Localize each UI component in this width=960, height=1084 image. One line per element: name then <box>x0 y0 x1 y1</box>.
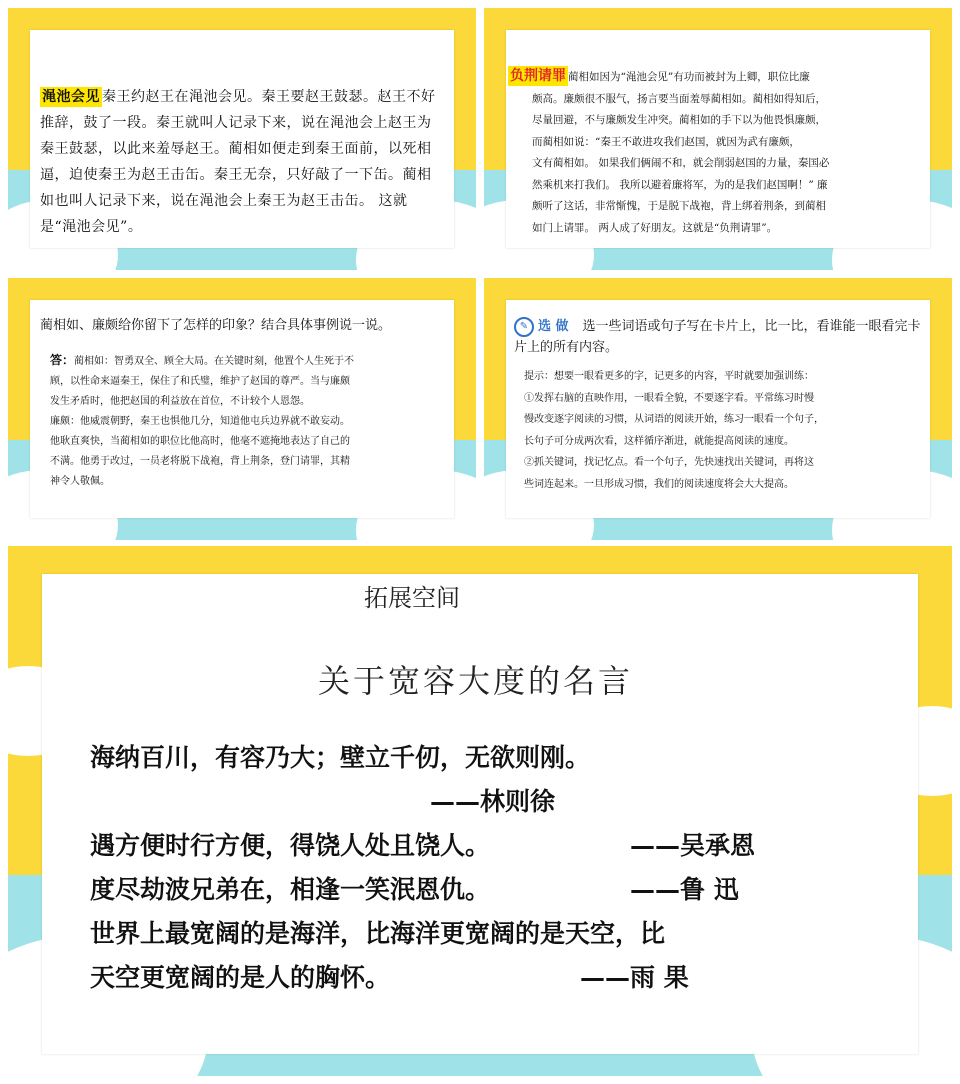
tip-line: ①发挥右脑的直映作用，一眼看全貌，不要逐字看。平常练习时慢 <box>524 392 814 404</box>
story-line: 蔺相如因为“渑池会见”有功而被封为上卿，职位比廉 <box>568 71 810 83</box>
story-paragraph: 秦王约赵王在渑池会见。秦王要赵王鼓瑟。赵王不好推辞，鼓了一段。秦王就叫人记录下来，说在渑池会上赵王为秦王鼓瑟，以此来羞辱赵王。蔺相如便走到秦王面前，以死相逼，迫使秦王为赵王击缶。秦王无奈，只好敲了一下缶。蔺相如也叫人记录下来，说在渑池会上秦王为赵王击缶。 这就是“渑池会见”。 <box>40 89 436 235</box>
tip-line: ②抓关键词，找记忆点。看一个句子，先快速找出关键词，再将这 <box>524 457 814 468</box>
answer-line: 廉颇：他威震朝野，秦王也惧他几分，知道他屯兵边界就不敢妄动。 <box>50 416 350 427</box>
activity-tag: 选 做 <box>538 319 569 334</box>
story-line: 然乘机来打我们。 我所以避着廉将军，为的是我们赵国啊！” 廉 <box>532 178 828 191</box>
tip-line: 慢改变逐字阅读的习惯，从词语的阅读开始，练习一眼看一个句子， <box>524 414 824 425</box>
quote-author: ——雨 果 <box>580 963 689 992</box>
quote-author: ——林则徐 <box>430 787 556 816</box>
quote-text: 海纳百川，有容乃大；壁立千仞，无欲则刚。 <box>90 743 591 772</box>
tip-line: 长句子可分成两次看，这样循序渐进，就能提高阅读的速度。 <box>524 435 794 447</box>
slide-mianchi-meeting <box>8 8 476 270</box>
story-text <box>40 84 440 240</box>
slide-impression-question <box>8 278 476 540</box>
quote-row <box>90 868 850 912</box>
optional-activity-icon: ✎ <box>514 317 534 337</box>
story-tag: 渑池会见 <box>42 89 100 105</box>
answer-line: 顾，以性命来逼秦王，保住了和氏璧，维护了赵国的尊严。当与廉颇 <box>50 376 350 387</box>
section-heading: 拓展空间 <box>364 584 460 612</box>
quote-text: 遇方便时行方便，得饶人处且饶人。 <box>90 831 491 860</box>
tip-line: 些词连起来。一旦形成习惯，我们的阅读速度将会大大提高。 <box>524 478 794 490</box>
activity-heading <box>514 316 924 358</box>
answer-label: 答： <box>50 353 75 367</box>
quote-author: ——鲁 迅 <box>630 875 739 904</box>
quote-row <box>90 956 850 1000</box>
answer-line: 他耿直爽快，当蔺相如的职位比他高时，他毫不遮掩地表达了自己的 <box>50 436 350 447</box>
quote-text: 世界上最宽阔的是海洋，比海洋更宽阔的是天空，比 <box>90 919 666 948</box>
story-line: 尽量回避，不与廉颇发生冲突。蔺相如的手下以为他畏惧廉颇， <box>532 114 826 126</box>
quote-text: 度尽劫波兄弟在，相逢一笑泯恩仇。 <box>90 875 491 904</box>
tip-line: 提示：想要一眼看更多的字，记更多的内容，平时就要加强训练： <box>524 371 814 382</box>
answer-line: 蔺相如：智勇双全、顾全大局。在关键时刻，他置个人生死于不 <box>74 356 355 367</box>
story-line: 如门上请罪。 两人成了好朋友。这就是“负荆请罪”。 <box>532 221 778 234</box>
quote-row <box>90 780 850 824</box>
page-title: 关于宽容大度的名言 <box>318 662 634 700</box>
quote-author: ——吴承恩 <box>630 831 756 860</box>
quotes-list <box>90 736 850 1000</box>
quote-text: 天空更宽阔的是人的胸怀。 <box>90 963 391 992</box>
answer-text <box>50 350 450 492</box>
story-tag: 负荆请罪 <box>510 68 566 84</box>
story-line: 颇听了这话，非常惭愧，于是脱下战袍，背上绑着荆条，到蔺相 <box>532 200 826 212</box>
story-line: 文有蔺相如。 如果我们俩闹不和，就会削弱赵国的力量，秦国必 <box>532 157 830 169</box>
story-line: 颇高。廉颇很不服气，扬言要当面羞辱蔺相如。蔺相如得知后， <box>532 92 826 105</box>
story-line: 而蔺相如说：“秦王不敢进攻我们赵国，就因为武有廉颇， <box>532 135 800 148</box>
slide-quotes <box>8 546 952 1076</box>
story-text <box>508 66 922 239</box>
question-text: 蔺相如、廉颇给你留下了怎样的印象？结合具体事例说一说。 <box>40 318 392 333</box>
slide-apology <box>484 8 952 270</box>
answer-line: 发生矛盾时，他把赵国的利益放在首位，不计较个人恩怨。 <box>50 396 310 407</box>
quote-row <box>90 736 850 780</box>
tips-text <box>524 366 924 495</box>
slide-optional-activity <box>484 278 952 540</box>
activity-instruction: 选一些词语或句子写在卡片上，比一比，看谁能一眼看完卡片上的所有内容。 <box>514 319 921 355</box>
answer-line: 神令人敬佩。 <box>50 476 110 487</box>
quote-row <box>90 824 850 868</box>
quote-row <box>90 912 850 956</box>
answer-line: 不满。他勇于改过，一员老将脱下战袍，背上荆条，登门请罪，其精 <box>50 456 350 467</box>
